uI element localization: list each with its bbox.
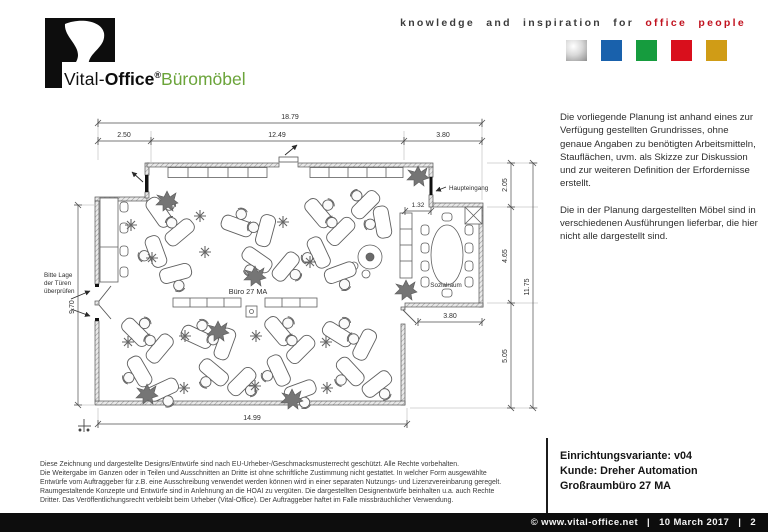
room-label: Büro 27 MA (228, 287, 268, 296)
swatch-gold (706, 40, 727, 61)
logo-prefix: Vital- (64, 68, 105, 89)
dim-entry-passage: 1.32 (411, 202, 425, 209)
copyright-disclaimer (40, 461, 520, 506)
disclaimer-line: Dritter. Das Veröffentlichungsrecht verbleibt beim Urheber (Vital-Office). Der Auftraggeber haftet im Falle missbräuchlicher Verwendung. (40, 496, 454, 504)
dim-right-top: 2.05 (502, 178, 509, 192)
disclaimer-line: Raumgestaltende Konzepte und Entwürfe sind in Anlehnung an die HOAI zu vergüten. Die dargestellten Designentwürfe beinhalten u.a. auch Rechte (40, 487, 495, 495)
disclaimer-line: Diese Zeichnung und dargestellte Designs/Entwürfe sind nach EU-Urheber-/Geschmacksmusterrecht geschützt. Alle Rechte vorbehalten. (40, 461, 460, 468)
footer-separator: | (647, 517, 651, 528)
dim-total-width: 18.79 (281, 114, 299, 121)
footer-page-number: 2 (750, 517, 756, 528)
footer-date: 10 March 2017 (659, 517, 730, 528)
main-entrance-label: Haupteingang (449, 185, 489, 192)
disclaimer-line: Die Weitergabe im Ganzen oder in Teilen und Ausschnitten an Dritte ist ohne schriftliche Zustimmung nicht gestattet. In welcher Form ausgewählte (40, 469, 487, 477)
dim-social-height: 4.65 (502, 249, 509, 263)
floor-plan (0, 90, 560, 450)
swatch-red (671, 40, 692, 61)
dim-left-height: 9.70 (69, 300, 76, 314)
tagline-red: office people (645, 17, 746, 29)
logo-wordmark (62, 62, 249, 88)
dim-main-section: 12.49 (268, 132, 286, 139)
project-variant: Einrichtungsvariante: v04 (560, 450, 693, 462)
description-paragraph-1: Die vorliegende Planung ist anhand eines zur Verfügung gestellten Grundrisses, ohne genaue Angaben zu benötigten Arbeitsmitteln, Stauflächen, uvm. als Skizze zur Diskussion und zur weiteren Definition der Erfordernisse erstellt. (560, 112, 756, 190)
dim-right-total: 11.75 (524, 278, 531, 296)
registered-mark: ® (154, 70, 162, 80)
swatch-green (636, 40, 657, 61)
swatch-blue (601, 40, 622, 61)
dim-social-width: 3.80 (443, 313, 457, 320)
door-note-line1: Bitte Lage (44, 272, 73, 279)
vertical-divider (546, 438, 548, 514)
logo-bold: Office (104, 68, 155, 89)
swatch-silver (566, 40, 587, 61)
door-note-line2: der Türen (44, 280, 72, 287)
planning-description (560, 111, 760, 257)
dim-right-section: 3.80 (436, 132, 450, 139)
project-customer: Kunde: Dreher Automation (560, 465, 698, 477)
door-note-line3: überprüfen (44, 288, 75, 295)
north-indicator-icon (78, 419, 91, 432)
tagline-black: knowledge and inspiration for (400, 17, 635, 29)
dim-lower-right: 5.05 (502, 349, 509, 363)
project-info (560, 449, 698, 494)
disclaimer-line: Entwürfe vom Auftraggeber für z.B. eine Ausschreibung verwendet werden können wird in einer separaten Nutzungs- und Lizenzvereinbarung geregelt. (40, 478, 502, 486)
footer-separator: | (738, 517, 742, 528)
tagline (400, 17, 746, 29)
social-room-label: Sozialraum (430, 282, 462, 289)
footer-bar (0, 513, 768, 532)
project-office: Großraumbüro 27 MA (560, 480, 671, 492)
brand-color-squares (566, 40, 727, 61)
logo-suffix: Büromöbel (161, 68, 246, 89)
footer-website-link[interactable]: © www.vital-office.net (530, 517, 639, 528)
dim-left-section: 2.50 (117, 132, 131, 139)
description-paragraph-2: Die in der Planung dargestellten Möbel sind in verschiedenen Ausführungen lieferbar, die hier nicht alle dargestellt sind. (560, 204, 758, 243)
dim-bottom-width: 14.99 (243, 415, 261, 422)
